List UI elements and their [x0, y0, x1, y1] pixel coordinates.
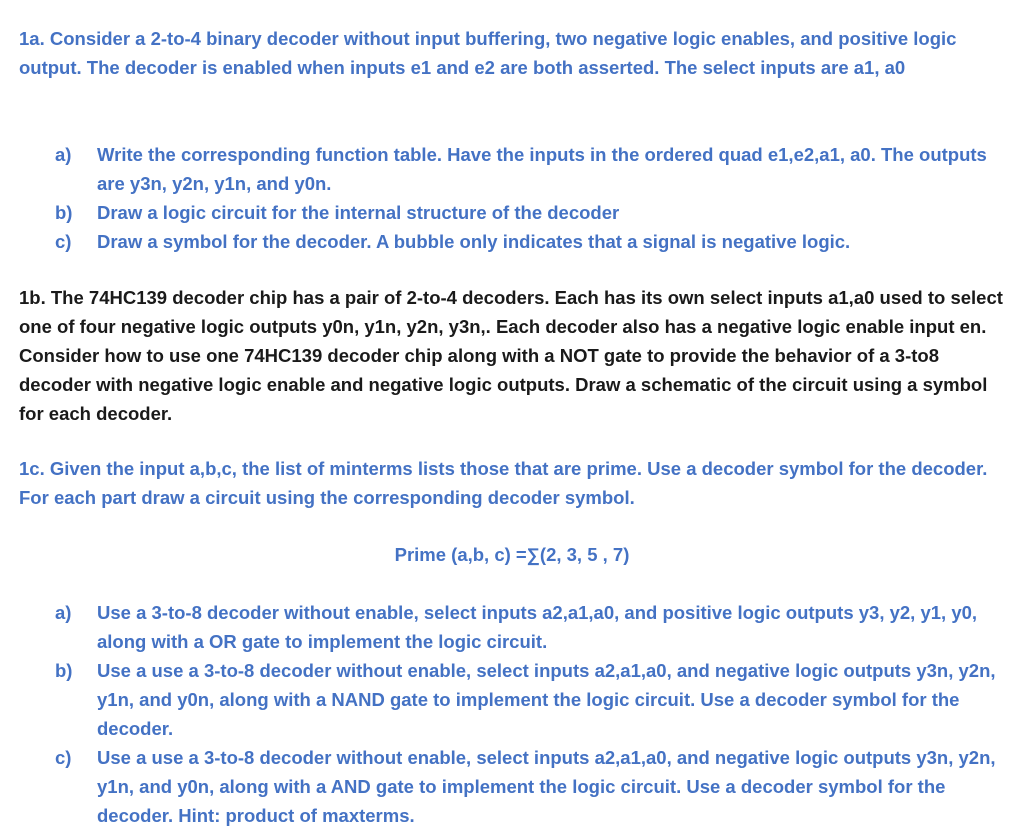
- question-1a-item-c: [55, 227, 1015, 256]
- prime-equation: Prime (a,b, c) =∑(2, 3, 5 , 7): [394, 544, 630, 565]
- question-1a-item-a: [55, 140, 1015, 198]
- question-1c-list: [55, 598, 1015, 830]
- list-item-text: Use a use a 3-to-8 decoder without enable, select inputs a2,a1,a0, and negative logic outputs y3n, y2n, y1n, and y0n, along with a AND gate to implement the logic circuit. Use a decoder symbol for the decoder. Hint: product of maxterms.: [97, 747, 996, 826]
- list-item-text: Write the corresponding function table. Have the inputs in the ordered quad e1,e2,a1, a0. The outputs are y3n, y2n, y1n, and y0n.: [97, 144, 987, 194]
- question-1c-item-c: [55, 743, 1015, 830]
- list-item-text: Draw a symbol for the decoder. A bubble only indicates that a signal is negative logic.: [97, 231, 851, 252]
- question-1c-item-b: [55, 656, 1015, 743]
- question-1c-intro: 1c. Given the input a,b,c, the list of minterms lists those that are prime. Use a decoder symbol for the decoder. For each part draw a circuit using the corresponding decoder symbol.: [19, 458, 988, 508]
- list-marker: c): [55, 747, 72, 768]
- list-item-text: Use a 3-to-8 decoder without enable, select inputs a2,a1,a0, and positive logic outputs y3, y2, y1, y0, along with a OR gate to implement the logic circuit.: [97, 602, 978, 652]
- list-marker: a): [55, 602, 72, 623]
- list-marker: b): [55, 660, 73, 681]
- list-marker: c): [55, 231, 72, 252]
- question-1a-intro: 1a. Consider a 2-to-4 binary decoder without input buffering, two negative logic enables, and positive logic output. The decoder is enabled when inputs e1 and e2 are both asserted. The select inputs are a1, a0: [19, 28, 957, 78]
- list-item-text: Draw a logic circuit for the internal structure of the decoder: [97, 202, 620, 223]
- list-item-text: Use a use a 3-to-8 decoder without enable, select inputs a2,a1,a0, and negative logic outputs y3n, y2n, y1n, and y0n, along with a NAND gate to implement the logic circuit. Use a decoder symbol for the decoder.: [97, 660, 996, 739]
- list-marker: a): [55, 144, 72, 165]
- question-1c-item-a: [55, 598, 1015, 656]
- question-1a-item-b: [55, 198, 1015, 227]
- question-1a-list: [55, 140, 1015, 256]
- list-marker: b): [55, 202, 73, 223]
- question-1b-text: 1b. The 74HC139 decoder chip has a pair of 2-to-4 decoders. Each has its own select inputs a1,a0 used to select one of four negative logic outputs y0n, y1n, y2n, y3n,. Each decoder also has a negative logic enable input en. Consider how to use one 74HC139 decoder chip along with a NOT gate to provide the behavior of a 3-to8 decoder with negative logic enable and negative logic outputs. Draw a schematic of the circuit using a symbol for each decoder.: [19, 287, 1003, 424]
